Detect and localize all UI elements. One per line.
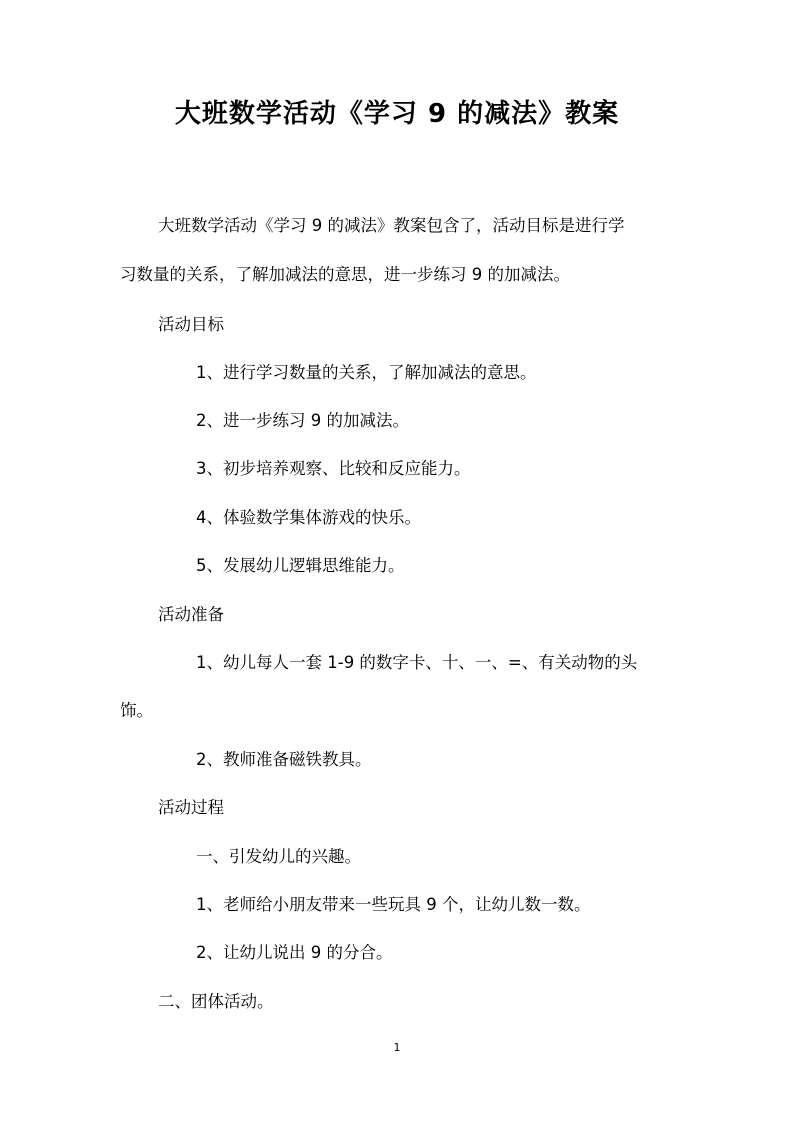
goal-item-3: 3、初步培养观察、比较和反应能力。 (196, 459, 471, 478)
process-step-1-item-1: 1、老师给小朋友带来一些玩具 9 个，让幼儿数一数。 (196, 895, 591, 914)
goal-item-4: 4、体验数学集体游戏的快乐。 (196, 508, 421, 527)
preparation-item-2: 2、教师准备磁铁教具。 (196, 750, 372, 769)
intro-line-1: 大班数学活动《学习 9 的减法》教案包含了，活动目标是进行学 (158, 216, 625, 235)
intro-line-2: 习数量的关系，了解加减法的意思，进一步练习 9 的加减法。 (120, 265, 570, 284)
goal-item-2: 2、进一步练习 9 的加减法。 (196, 411, 409, 430)
goal-item-5: 5、发展幼儿逻辑思维能力。 (196, 556, 405, 575)
preparation-heading: 活动准备 (158, 605, 224, 624)
goal-item-1: 1、进行学习数量的关系，了解加减法的意思。 (196, 363, 537, 382)
process-step-1-heading: 一、引发幼儿的兴趣。 (196, 847, 361, 866)
process-heading: 活动过程 (158, 798, 224, 817)
page-number: 1 (393, 1041, 401, 1054)
goals-heading: 活动目标 (158, 315, 224, 334)
process-step-1-item-2: 2、让幼儿说出 9 的分合。 (196, 943, 393, 962)
preparation-item-1-line-1: 1、幼儿每人一套 1-9 的数字卡、十、一、=、有关动物的头 (196, 653, 638, 672)
preparation-item-1-line-2: 饰。 (120, 701, 153, 720)
process-step-2-heading: 二、团体活动。 (158, 992, 274, 1011)
document-title: 大班数学活动《学习 9 的减法》教案 (174, 99, 620, 129)
